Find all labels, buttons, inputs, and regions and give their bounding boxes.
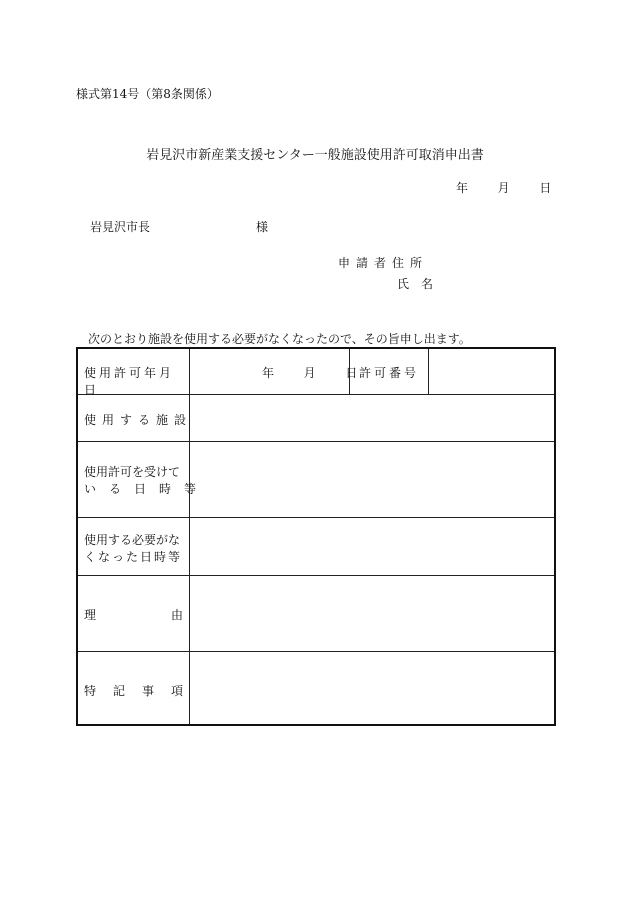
date-year: 年 — [456, 181, 469, 195]
document-title: 岩見沢市新産業支援センター一般施設使用許可取消申出書 — [146, 148, 484, 163]
label-column-divider — [189, 349, 190, 724]
date-day: 日 — [539, 181, 552, 195]
application-date — [456, 179, 551, 196]
label-unneeded-datetime-line2: くなった日時等 — [84, 550, 183, 564]
permit-number-field[interactable] — [430, 349, 554, 394]
label-permit-number: 許可番号 — [359, 366, 420, 380]
form-number: 様式第14号（第8条関係） — [76, 87, 219, 101]
label-permitted-datetime-line2: いる日時等 — [84, 482, 210, 496]
remarks-field[interactable] — [191, 652, 554, 724]
permitted-datetime-field[interactable] — [191, 442, 554, 517]
addressee-name: 岩見沢市長 — [90, 220, 151, 234]
permit-date-day: 日 — [345, 366, 358, 380]
unneeded-datetime-field[interactable] — [191, 518, 554, 575]
applicant-address-label: 申請者住所 — [338, 256, 429, 270]
label-unneeded-datetime-line1: 使用する必要がな — [84, 533, 181, 547]
label-facility: 使用する施設 — [84, 413, 193, 427]
facility-field[interactable] — [191, 395, 554, 441]
label-reason-char2: 由 — [170, 608, 183, 622]
date-month: 月 — [497, 181, 510, 195]
reason-field[interactable] — [191, 576, 554, 651]
permit-date-field[interactable] — [262, 364, 357, 381]
permit-date-month: 月 — [303, 366, 316, 380]
label-permit-date — [84, 364, 184, 398]
label-remarks: 特記事項 — [84, 684, 201, 698]
applicant-name-label: 氏名 — [397, 277, 446, 291]
label-permitted-datetime-line1: 使用許可を受けて — [84, 465, 181, 479]
form-table — [76, 347, 556, 726]
addressee-honorific: 様 — [256, 220, 269, 234]
permit-value-divider — [428, 349, 429, 394]
label-permit-date-text: 使用許可年月日 — [84, 366, 175, 397]
label-reason-char1: 理 — [84, 608, 97, 622]
label-reason — [84, 606, 183, 623]
intro-sentence: 次のとおり施設を使用する必要がなくなったので、その旨申し出ます。 — [88, 332, 471, 346]
permit-date-year: 年 — [262, 366, 275, 380]
